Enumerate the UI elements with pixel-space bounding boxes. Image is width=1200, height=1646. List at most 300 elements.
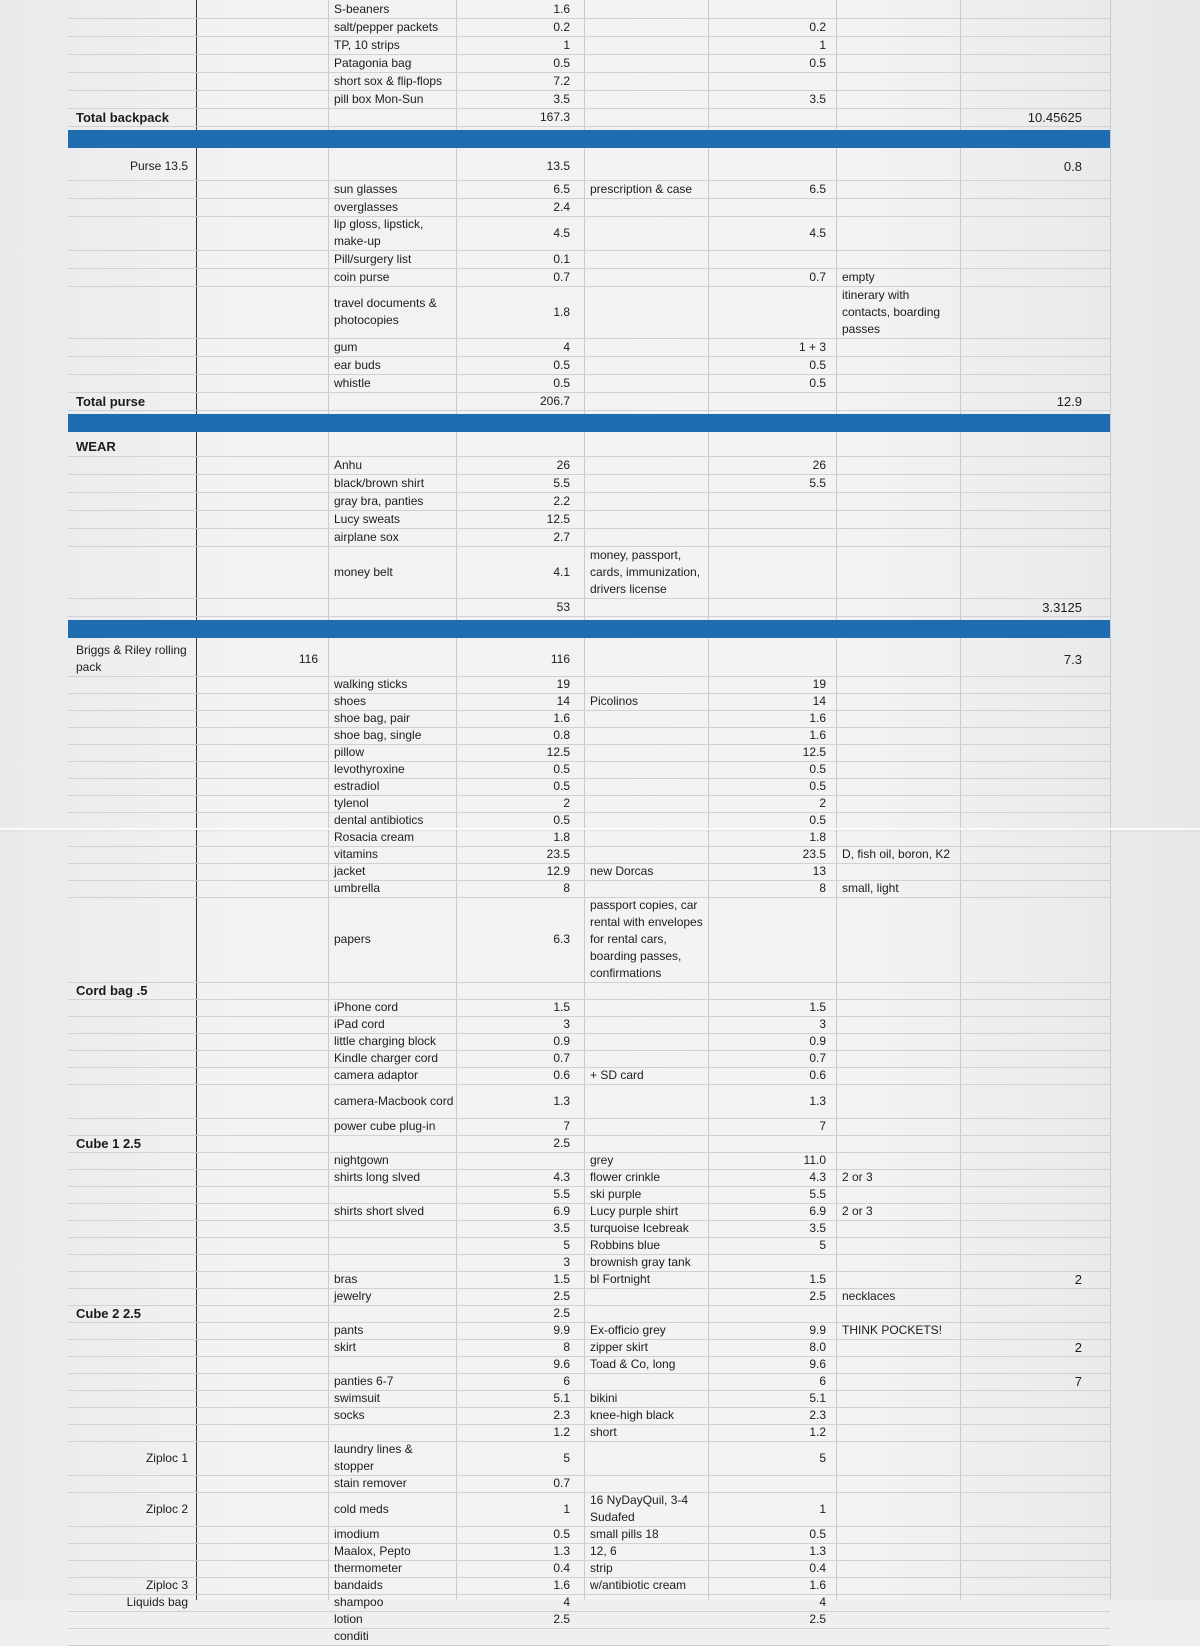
item-weight: 0.5 [553,762,570,776]
paper-fold-line [0,828,1200,830]
item-weight: 23.5 [546,847,570,861]
packed-weight: 8.0 [809,1340,826,1354]
table-row [68,863,1110,881]
packed-weight: 9.9 [809,1323,826,1337]
table-row [68,1543,1110,1561]
packed-weight: 6 [819,1374,826,1388]
item-weight: 0.1 [553,251,570,266]
item-note: + SD card [590,1068,644,1082]
item-name: gray bra, panties [334,493,424,508]
row-label: Purse 13.5 [129,158,188,173]
row-label: Ziploc 2 [145,1501,188,1516]
item-note: zipper skirt [590,1340,649,1354]
item-weight: 4 [563,1595,570,1609]
item-weight: 14 [556,694,570,708]
table-row [68,744,1110,762]
item-note: Ex-officio grey [590,1323,666,1337]
item-weight: 0.5 [553,813,570,827]
row-label: Ziploc 1 [145,1450,188,1465]
section-total: 3.3125 [1042,599,1082,615]
item-name: Anhu [334,457,363,472]
table-row [68,1356,1110,1374]
table-row [68,1390,1110,1408]
section-divider-bar [68,130,1110,148]
item-weight: 2.5 [553,1306,570,1320]
item-note: small pills 18 [590,1527,659,1541]
item-name: pill box Mon-Sun [334,91,424,106]
table-row [68,456,1110,475]
packed-note: THINK POCKETS! [842,1323,943,1337]
table-row [68,1492,1110,1527]
item-weight: 7.2 [553,73,570,88]
item-weight: 1.8 [553,830,570,844]
item-name: overglasses [334,199,399,214]
packed-weight: 0.5 [809,375,826,390]
item-name: camera-Macbook cord [334,1093,454,1108]
table-row [68,0,1110,19]
item-weight: 0.9 [553,1034,570,1048]
row-label: Briggs & Riley rolling pack [76,643,187,674]
table-row [68,250,1110,269]
table-row [68,492,1110,511]
item-name: Pill/surgery list [334,251,412,266]
table-row [68,1033,1110,1051]
table-row [68,710,1110,728]
packed-weight: 3.5 [809,1221,826,1235]
item-name: thermometer [334,1561,403,1575]
packed-weight: 1 + 3 [798,339,826,354]
table-row [68,152,1110,181]
item-note: Picolinos [590,694,639,708]
table-row [68,1339,1110,1357]
packed-weight: 1.5 [809,1000,826,1014]
item-name: stain remover [334,1476,407,1490]
packed-weight: 0.5 [809,55,826,70]
packed-weight: 0.5 [809,813,826,827]
table-row [68,1016,1110,1034]
table-row [68,795,1110,813]
item-weight: 0.5 [553,55,570,70]
table-row [68,1424,1110,1442]
item-weight: 1.5 [553,1000,570,1014]
packed-weight: 5.5 [809,1187,826,1201]
item-name: levothyroxine [334,762,405,776]
item-name: shoe bag, single [334,728,422,742]
item-name: black/brown shirt [334,475,425,490]
table-row [68,1288,1110,1306]
packed-weight: 0.5 [809,779,826,793]
item-name: iPhone cord [334,1000,399,1014]
item-name: umbrella [334,881,381,895]
packed-note: 2 or 3 [842,1170,873,1184]
item-name: travel documents & photocopies [334,296,437,327]
packed-weight: 0.5 [809,357,826,372]
item-weight: 8 [563,881,570,895]
item-note: new Dorcas [590,864,654,878]
item-note: Toad & Co, long [590,1357,676,1371]
item-name: power cube plug-in [334,1119,436,1133]
item-weight: 1.2 [553,1425,570,1439]
row-label: WEAR [76,438,116,454]
item-note: ski purple [590,1187,642,1201]
table-row [68,392,1110,411]
item-weight: 0.5 [553,375,570,390]
item-weight: 0.4 [553,1561,570,1575]
row-label: Ziploc 3 [145,1578,188,1592]
packed-weight: 7 [819,1119,826,1133]
table-row [68,1322,1110,1340]
packed-note: necklaces [842,1289,896,1303]
packed-weight: 4 [819,1595,826,1609]
item-weight: 0.6 [553,1068,570,1082]
packed-weight: 1.3 [809,1093,826,1108]
table-row [68,198,1110,217]
item-weight: 3.5 [553,1221,570,1235]
packed-weight: 14 [812,694,826,708]
table-row [68,727,1110,745]
item-name: camera adaptor [334,1068,419,1082]
item-weight: 0.8 [553,728,570,742]
item-name: dental antibiotics [334,813,424,827]
item-weight: 8 [563,1340,570,1354]
item-name: shoe bag, pair [334,711,411,725]
item-name: ear buds [334,357,381,372]
table-row [68,761,1110,779]
table-row [68,1526,1110,1544]
item-weight: 1.6 [553,711,570,725]
section-divider-bar [68,620,1110,638]
column-divider [1110,0,1111,1600]
item-note: 16 NyDayQuil, 3-4 Sudafed [590,1493,689,1524]
packed-weight: 5.1 [809,1391,826,1405]
packed-weight: 6.5 [809,181,826,196]
item-weight: 5.5 [553,1187,570,1201]
item-name: shirts short slved [334,1204,425,1218]
table-row [68,180,1110,199]
item-note: short [590,1425,617,1439]
item-weight: 5 [563,1450,570,1465]
item-weight: 12.5 [546,511,570,526]
item-name: shoes [334,694,367,708]
packed-weight: 2.5 [809,1289,826,1303]
item-note: Robbins blue [590,1238,661,1252]
row-label: Cube 1 2.5 [76,1136,142,1151]
table-row [68,1186,1110,1204]
item-name: airplane sox [334,529,399,544]
item-weight: 6.9 [553,1204,570,1218]
packed-weight: 2 [819,796,826,810]
item-weight: 2 [563,796,570,810]
item-weight: 2.5 [553,1136,570,1150]
item-name: cold meds [334,1501,389,1516]
item-name: swimsuit [334,1391,381,1405]
item-note: 12, 6 [590,1544,617,1558]
item-name: shampoo [334,1595,384,1609]
item-weight: 2.2 [553,493,570,508]
row-label: Liquids bag [126,1595,188,1609]
item-weight: 5.1 [553,1391,570,1405]
item-note: Lucy purple shirt [590,1204,679,1218]
item-weight: 0.7 [553,269,570,284]
table-row [68,338,1110,357]
item-name: imodium [334,1527,380,1541]
item-name: Kindle charger cord [334,1051,439,1065]
packed-weight: 0.7 [809,1051,826,1065]
item-note: passport copies, car rental with envelopes for rental cars, boarding passes, confirmations [590,898,703,980]
item-weight: 6.3 [553,932,570,946]
item-name: laundry lines & stopper [334,1442,413,1473]
table-row [68,1118,1110,1136]
packed-weight: 26 [812,457,826,472]
item-weight: 1.5 [553,1272,570,1286]
packed-weight: 2.3 [809,1408,826,1422]
packed-weight: 1 [819,37,826,52]
table-row [68,1084,1110,1119]
packed-weight: 23.5 [802,847,826,861]
table-row [68,108,1110,127]
packed-note: small, light [842,881,899,895]
section-total: 0.8 [1063,158,1082,174]
item-weight: 2.5 [553,1289,570,1303]
item-weight: 12.5 [546,745,570,759]
table-row [68,1577,1110,1595]
table-row [68,598,1110,617]
item-note: money, passport, cards, immunization, drivers license [590,547,701,596]
item-name: socks [334,1408,365,1422]
packed-weight: 0.6 [809,1068,826,1082]
item-weight: 3.5 [553,91,570,106]
table-row [68,54,1110,73]
row-label: Total purse [76,393,146,409]
table-row [68,90,1110,109]
packed-weight: 1 [819,1501,826,1516]
item-weight: 2.7 [553,529,570,544]
item-note: brownish gray tank [590,1255,691,1269]
section-total: 7.3 [1063,651,1082,667]
packed-weight: 0.7 [809,269,826,284]
item-weight: 206.7 [539,393,570,408]
table-row [68,1271,1110,1289]
item-weight: 1.3 [553,1544,570,1558]
item-weight: 0.2 [553,19,570,34]
table-row [68,1628,1110,1646]
packed-weight: 1.8 [809,830,826,844]
item-weight: 0.5 [553,357,570,372]
packed-weight: 5 [819,1238,826,1252]
packed-weight: 1.6 [809,711,826,725]
table-row [68,1594,1110,1612]
table-row [68,36,1110,55]
item-note: strip [590,1561,613,1575]
packed-weight: 3.5 [809,91,826,106]
packed-weight: 11.0 [803,1153,826,1167]
item-name: Maalox, Pepto [334,1544,411,1558]
item-weight: 2.5 [553,1612,570,1626]
packed-note: 2 or 3 [842,1204,873,1218]
table-row [68,546,1110,599]
item-note: turquoise Icebreak [590,1221,689,1235]
packed-weight: 6.9 [809,1204,826,1218]
packed-weight: 4.5 [809,225,826,240]
section-divider-bar [68,414,1110,432]
item-name: iPad cord [334,1017,385,1031]
item-name: Patagonia bag [334,55,412,70]
item-name: panties 6-7 [334,1374,394,1388]
item-weight: 4.3 [553,1170,570,1184]
section-total: 12.9 [1056,393,1082,409]
table-row [68,474,1110,493]
item-weight: 7 [563,1119,570,1133]
table-row [68,286,1110,339]
table-row [68,1169,1110,1187]
item-weight: 1 [563,37,570,52]
table-row [68,1220,1110,1238]
item-weight: 0.7 [553,1476,570,1490]
item-name: bandaids [334,1578,383,1592]
item-weight: 1.6 [553,1578,570,1592]
table-row [68,642,1110,677]
item-weight: 9.9 [553,1323,570,1337]
table-row [68,1254,1110,1272]
packed-weight: 5.5 [809,475,826,490]
item-name: gum [334,339,358,354]
table-row [68,1373,1110,1391]
item-name: pants [334,1323,364,1337]
table-row [68,1050,1110,1068]
item-name: nightgown [334,1153,389,1167]
item-name: skirt [334,1340,356,1354]
table-row [68,1407,1110,1425]
packed-weight: 13 [812,864,826,878]
item-weight: 26 [556,457,570,472]
item-name: Rosacia cream [334,830,415,844]
packed-note: D, fish oil, boron, K2 [842,847,951,861]
item-weight: 0.7 [553,1051,570,1065]
item-note: knee-high black [590,1408,675,1422]
table-row [68,72,1110,91]
item-weight: 53 [556,599,570,614]
table-row [68,356,1110,375]
table-row [68,436,1110,457]
row-label: Total backpack [76,109,169,125]
item-weight: 19 [556,677,570,691]
item-weight: 4.5 [553,225,570,240]
table-row [68,1441,1110,1476]
table-row [68,1135,1110,1153]
packed-weight: 0.9 [809,1034,826,1048]
item-name: jewelry [334,1289,372,1303]
item-weight: 2.3 [553,1408,570,1422]
item-weight: 12.9 [546,864,570,878]
packed-weight: 0.4 [809,1561,826,1575]
item-name: bras [334,1272,358,1286]
table-row [68,1203,1110,1221]
table-row [68,1305,1110,1323]
section-total: 2 [1074,1340,1082,1355]
table-row [68,676,1110,694]
section-total: 7 [1074,1374,1082,1389]
row-label: Cube 2 2.5 [76,1306,142,1321]
item-name: vitamins [334,847,379,861]
row-label: Cord bag .5 [76,983,148,998]
packed-weight: 1.2 [809,1425,826,1439]
table-row [68,880,1110,898]
table-row [68,216,1110,251]
table-row [68,528,1110,547]
table-row [68,510,1110,529]
table-row [68,693,1110,711]
section-total: 10.45625 [1027,109,1082,125]
packed-weight: 12.5 [802,745,826,759]
item-weight: 5.5 [553,475,570,490]
item-weight: 4.1 [553,564,570,579]
table-row [68,999,1110,1017]
item-weight: 6 [563,1374,570,1388]
item-name: lotion [334,1612,363,1626]
item-weight: 5 [563,1238,570,1252]
item-name: money belt [334,564,393,579]
table-row [68,778,1110,796]
packed-weight: 4.3 [809,1170,826,1184]
item-name: sun glasses [334,181,398,196]
table-row [68,1560,1110,1578]
packed-weight: 19 [812,677,826,691]
item-note: w/antibiotic cream [590,1578,687,1592]
item-note: bikini [590,1391,618,1405]
table-row [68,1475,1110,1493]
packed-weight: 0.5 [809,762,826,776]
packed-weight: 0.5 [809,1527,826,1541]
item-weight: 1 [563,1501,570,1516]
item-name: little charging block [334,1034,437,1048]
table-row [68,982,1110,1000]
packed-weight: 0.2 [809,19,826,34]
packed-note: itinerary with contacts, boarding passes [842,287,941,336]
packed-weight: 8 [819,881,826,895]
item-note: flower crinkle [590,1170,661,1184]
item-weight: 116 [550,651,570,666]
item-name: walking sticks [334,677,408,691]
packed-weight: 3 [819,1017,826,1031]
item-name: lip gloss, lipstick, make-up [334,217,424,248]
packed-weight: 1.3 [809,1544,826,1558]
packed-weight: 5 [819,1450,826,1465]
item-weight: 0.5 [553,1527,570,1541]
packed-weight: 1.6 [809,728,826,742]
item-weight: 13.5 [546,158,570,173]
item-weight: 0.5 [553,779,570,793]
item-name: shirts long slved [334,1170,421,1184]
item-name: salt/pepper packets [334,19,439,34]
table-row [68,268,1110,287]
packed-weight: 1.6 [809,1578,826,1592]
item-note: prescription & case [590,181,693,196]
item-name: Lucy sweats [334,511,401,526]
item-name: coin purse [334,269,390,284]
item-weight: 1.3 [553,1093,570,1108]
item-weight: 2.4 [553,199,570,214]
row-extra-value: 116 [298,651,318,666]
item-weight: 1.6 [553,1,570,16]
item-name: jacket [334,864,366,878]
item-note: grey [590,1153,614,1167]
item-weight: 6.5 [553,181,570,196]
packed-weight: 1.5 [809,1272,826,1286]
item-name: tylenol [334,796,369,810]
packed-note: empty [842,269,875,284]
table-row [68,846,1110,864]
item-name: conditi [334,1629,369,1643]
